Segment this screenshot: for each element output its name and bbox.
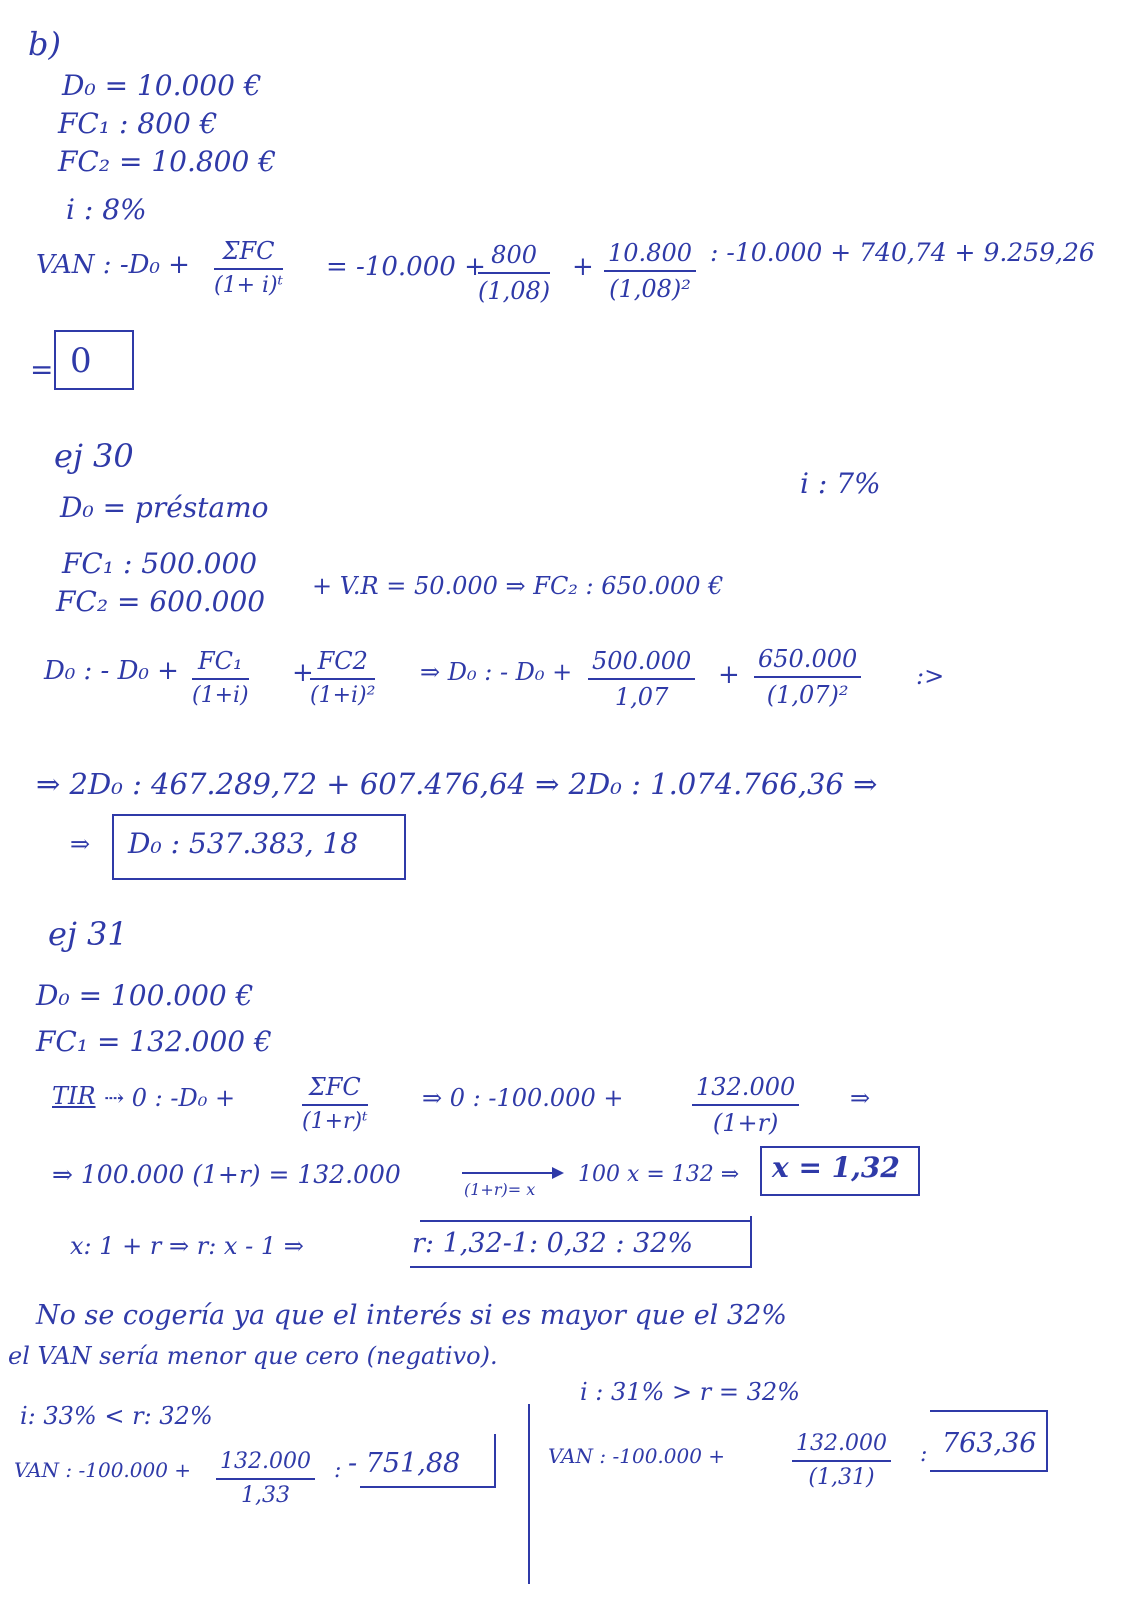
- ej31-r-result: r: 1,32-1: 0,32 : 32%: [412, 1228, 694, 1259]
- ej31-tir-end: ⇒: [850, 1084, 871, 1112]
- part-b-rate: i : 8%: [66, 193, 147, 226]
- ej31-left-colon: :: [334, 1458, 342, 1483]
- fraction-denominator: (1,07)²: [766, 681, 849, 709]
- part-b-result: 0: [70, 341, 92, 381]
- ej30-eq-mid: ⇒ D₀ : - D₀ +: [420, 658, 573, 686]
- ej31-tir-mid: ⇒ 0 : -100.000 +: [422, 1084, 624, 1112]
- part-b-eq-start: = -10.000 +: [326, 252, 486, 282]
- part-b-fc1: FC₁ : 800 €: [58, 107, 218, 140]
- ej31-sum-fraction: [302, 1072, 368, 1136]
- ej30-value1-fraction: [588, 646, 695, 712]
- ej31-r-result-topline: [420, 1220, 750, 1222]
- ej31-tir-label: TIR: [52, 1082, 96, 1110]
- ej31-line3: x: 1 + r ⇒ r: x - 1 ⇒: [70, 1232, 304, 1260]
- ej31-substitution-label: (1+r)= x: [464, 1180, 536, 1199]
- ej30-heading: ej 30: [54, 437, 134, 475]
- part-b-sum-fraction: [214, 236, 283, 300]
- part-b-van-lhs: VAN : -D₀ +: [36, 250, 190, 280]
- ej31-right-result: 763,36: [942, 1428, 1037, 1459]
- ej31-right-colon: :: [920, 1442, 928, 1467]
- ej31-fc1: FC₁ = 132.000 €: [36, 1025, 272, 1058]
- ej31-r-result-underline: [410, 1266, 752, 1268]
- ej31-left-result: - 751,88: [348, 1448, 461, 1479]
- fraction-numerator: FC2: [310, 646, 375, 680]
- part-b-result-box: [54, 330, 134, 390]
- ej31-line2: ⇒ 100.000 (1+r) = 132.000: [52, 1160, 401, 1189]
- ej30-implies: :>: [916, 662, 945, 690]
- ej31-r-result-side: [750, 1216, 752, 1266]
- ej30-fc1: FC₁ : 500.000: [62, 547, 258, 580]
- fraction-numerator: 10.800: [604, 238, 696, 272]
- fraction-numerator: 132.000: [792, 1430, 891, 1462]
- ej31-x-result: x = 1,32: [772, 1151, 900, 1184]
- ej31-heading: ej 31: [48, 915, 128, 953]
- ej30-rate: i : 7%: [800, 467, 881, 500]
- ej31-left-fraction: [216, 1448, 315, 1509]
- ej31-left-eq: VAN : -100.000 +: [14, 1458, 192, 1482]
- ej30-fc2: FC₂ = 600.000: [56, 585, 266, 618]
- fraction-denominator: (1,08): [478, 277, 551, 305]
- case-divider: [528, 1404, 530, 1584]
- ej31-right-fraction: [792, 1430, 891, 1491]
- ej30-plus-2: +: [718, 660, 740, 690]
- fraction-numerator: 132.000: [216, 1448, 315, 1480]
- fraction-numerator: 500.000: [588, 646, 695, 680]
- ej30-plus: +: [292, 658, 314, 688]
- fraction-numerator: ΣFC: [302, 1072, 368, 1106]
- ej30-result: D₀ : 537.383, 18: [128, 827, 359, 860]
- part-b-heading: b): [28, 25, 61, 63]
- fraction-denominator: (1+i): [192, 683, 249, 708]
- ej31-conclusion-line1: No se cogería ya que el interés si es mayor que el 32%: [36, 1300, 787, 1331]
- ej30-fc2-fraction: [310, 646, 375, 710]
- ej31-left-condition: i: 33% < r: 32%: [20, 1402, 213, 1430]
- fraction-denominator: 1,33: [241, 1482, 290, 1508]
- fraction-numerator: ΣFC: [214, 236, 283, 270]
- part-b-d0: D₀ = 10.000 €: [62, 69, 262, 102]
- ej31-line2b: 100 x = 132 ⇒: [578, 1162, 740, 1187]
- ej31-conclusion-line2: el VAN sería menor que cero (negativo).: [8, 1342, 498, 1370]
- ej30-value2-fraction: [754, 644, 861, 710]
- part-b-fc2: FC₂ = 10.800 €: [58, 145, 277, 178]
- ej31-d0: D₀ = 100.000 €: [36, 979, 254, 1012]
- ej30-d0: D₀ = préstamo: [60, 491, 269, 524]
- ej30-line2: ⇒ 2D₀ : 467.289,72 + 607.476,64 ⇒ 2D₀ : 1.074.766,36 ⇒: [36, 767, 878, 801]
- ej30-vr: + V.R = 50.000 ⇒ FC₂ : 650.000 €: [312, 572, 724, 600]
- fraction-denominator: (1+r)ᵗ: [302, 1109, 368, 1134]
- ej30-eq-lhs: D₀ : - D₀ +: [44, 656, 179, 686]
- fraction-numerator: 800: [478, 240, 550, 274]
- fraction-denominator: (1+i)²: [310, 683, 376, 708]
- ej31-right-condition: i : 31% > r = 32%: [580, 1378, 800, 1406]
- fraction-numerator: 650.000: [754, 644, 861, 678]
- fraction-denominator: (1+ i)ᵗ: [214, 273, 284, 298]
- fraction-denominator: (1,31): [808, 1464, 875, 1490]
- fraction-denominator: (1,08)²: [609, 275, 691, 303]
- ej31-tir-eq: ⇢ 0 : -D₀ +: [104, 1084, 236, 1112]
- ej30-arrow: ⇒: [70, 830, 91, 858]
- fraction-numerator: FC₁: [192, 646, 249, 680]
- ej30-fc1-fraction: [192, 646, 249, 710]
- part-b-plus: +: [572, 252, 594, 282]
- fraction-numerator: 132.000: [692, 1072, 799, 1106]
- part-b-eq-end: : -10.000 + 740,74 + 9.259,26: [710, 238, 1095, 267]
- fraction-denominator: (1+r): [712, 1109, 779, 1137]
- part-b-fraction-1: [478, 240, 550, 306]
- ej31-substitution-arrow: [462, 1172, 562, 1174]
- ej31-right-eq: VAN : -100.000 +: [548, 1444, 726, 1468]
- ej31-value-fraction: [692, 1072, 799, 1138]
- part-b-fraction-2: [604, 238, 696, 304]
- part-b-result-eq: =: [30, 353, 54, 386]
- fraction-denominator: 1,07: [614, 683, 669, 711]
